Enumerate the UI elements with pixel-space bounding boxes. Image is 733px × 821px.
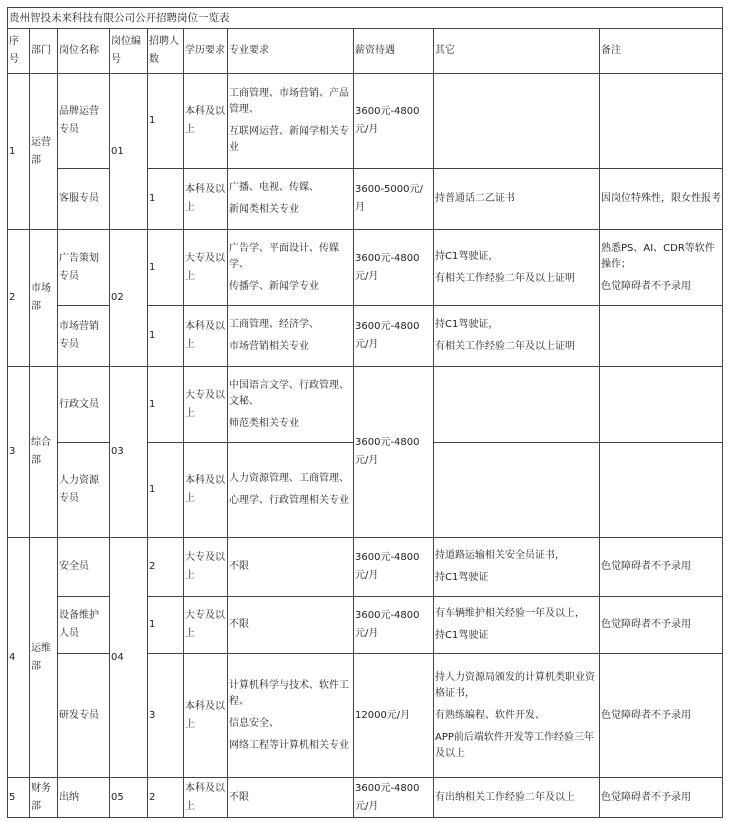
other-requirement xyxy=(434,597,600,654)
other-line: 持C1驾驶证 xyxy=(435,572,489,583)
headcount: 1 xyxy=(148,597,184,654)
position-code: 05 xyxy=(110,778,148,818)
other-requirement xyxy=(434,367,600,443)
note xyxy=(600,367,723,443)
major-line: 人力资源管理、工商管理、 xyxy=(229,473,349,484)
headcount: 1 xyxy=(148,74,184,169)
recruitment-table-container xyxy=(7,7,723,818)
major-line: 广告学、平面设计、传媒学、 xyxy=(229,242,339,270)
department: 运维部 xyxy=(30,538,58,778)
major-requirement xyxy=(228,74,354,169)
major-requirement xyxy=(228,306,354,367)
headcount: 1 xyxy=(148,169,184,230)
position-name: 设备维护人员 xyxy=(58,597,110,654)
education: 本科及以上 xyxy=(184,654,228,778)
other-requirement xyxy=(434,538,600,597)
position-code: 03 xyxy=(110,367,148,538)
major-requirement: 不限 xyxy=(228,778,354,818)
major-line: 市场营销相关专业 xyxy=(229,341,309,352)
other-line: 持道路运输相关安全员证书， xyxy=(435,550,565,561)
header-row xyxy=(8,29,723,74)
education: 本科及以上 xyxy=(184,74,228,169)
headcount: 1 xyxy=(148,367,184,443)
header-cell: 专业要求 xyxy=(228,29,354,74)
headcount: 2 xyxy=(148,778,184,818)
group-number: 4 xyxy=(8,538,30,778)
major-line: 师范类相关专业 xyxy=(229,417,299,429)
major-line: 广播、电视、传媒、 xyxy=(229,182,319,193)
other-requirement xyxy=(434,230,600,306)
other-line: 持C1驾驶证 xyxy=(435,630,489,641)
major-line: 新闻类相关专业 xyxy=(229,204,299,215)
table-row xyxy=(8,230,723,306)
position-name: 人力资源专员 xyxy=(58,443,110,538)
other-requirement xyxy=(434,654,600,778)
other-line: 有相关工作经验二年及以上证明 xyxy=(435,341,575,352)
department: 市场部 xyxy=(30,230,58,367)
major-line: 网络工程等计算机相关专业 xyxy=(229,739,349,751)
major-requirement xyxy=(228,367,354,443)
note: 色觉障碍者不予录用 xyxy=(600,538,723,597)
major-line: 互联网运营、新闻学相关专业 xyxy=(229,126,349,153)
group-number: 5 xyxy=(8,778,30,818)
position-code: 02 xyxy=(110,230,148,367)
other-line: 持C1驾驶证， xyxy=(435,250,499,262)
note: 因岗位特殊性，限女性报考 xyxy=(600,169,723,230)
header-cell: 薪资待遇 xyxy=(354,29,434,74)
header-cell: 招聘人数 xyxy=(148,29,184,74)
major-line: 计算机科学与技术、软件工程、 xyxy=(229,679,349,707)
major-line: 心理学、行政管理相关专业 xyxy=(229,495,349,506)
major-line: 传播学、新闻学专业 xyxy=(229,280,319,292)
note xyxy=(600,230,723,306)
department: 运营部 xyxy=(30,74,58,230)
major-line: 工商管理、经济学、 xyxy=(229,319,319,330)
education: 本科及以上 xyxy=(184,443,228,538)
major-requirement: 不限 xyxy=(228,597,354,654)
education: 大专及以上 xyxy=(184,597,228,654)
education: 大专及以上 xyxy=(184,538,228,597)
group-number: 1 xyxy=(8,74,30,230)
education: 本科及以上 xyxy=(184,778,228,818)
headcount: 2 xyxy=(148,538,184,597)
recruitment-table xyxy=(7,7,723,818)
major-requirement xyxy=(228,443,354,538)
header-cell: 岗位名称 xyxy=(58,29,110,74)
position-name: 研发专员 xyxy=(58,654,110,778)
salary: 3600元-4800元/月 xyxy=(354,538,434,597)
other-line: 有相关工作经验二年及以上证明 xyxy=(435,272,575,284)
headcount: 1 xyxy=(148,306,184,367)
position-name: 安全员 xyxy=(58,538,110,597)
other-requirement xyxy=(434,306,600,367)
major-requirement xyxy=(228,230,354,306)
table-row xyxy=(8,367,723,443)
note-line: 熟悉PS、AI、CDR等软件操作； xyxy=(601,242,715,270)
table-title: 贵州智投未来科技有限公司公开招聘岗位一览表 xyxy=(8,8,723,29)
major-line: 工商管理、市场营销、产品管理、 xyxy=(229,88,349,115)
major-requirement xyxy=(228,169,354,230)
position-name: 客服专员 xyxy=(58,169,110,230)
header-cell: 学历要求 xyxy=(184,29,228,74)
position-code: 04 xyxy=(110,538,148,778)
salary: 3600元-4800元/月 xyxy=(354,597,434,654)
note: 色觉障碍者不予录用 xyxy=(600,597,723,654)
other-line: APP前后端软件开发等工作经验三年及以上 xyxy=(435,731,594,759)
other-line: 持人力资源局颁发的计算机类职业资格证书， xyxy=(435,671,595,699)
header-cell: 部门 xyxy=(30,29,58,74)
major-line: 中国语言文学、行政管理、文秘、 xyxy=(229,379,349,407)
headcount: 1 xyxy=(148,230,184,306)
note xyxy=(600,443,723,538)
other-requirement: 有出纳相关工作经验二年及以上 xyxy=(434,778,600,818)
education: 本科及以上 xyxy=(184,169,228,230)
position-name: 品牌运营专员 xyxy=(58,74,110,169)
header-cell: 备注 xyxy=(600,29,723,74)
note xyxy=(600,74,723,169)
salary: 3600元-4800元/月 xyxy=(354,778,434,818)
other-line: 有熟练编程、软件开发、 xyxy=(435,709,545,721)
major-requirement: 不限 xyxy=(228,538,354,597)
other-requirement: 持普通话二乙证书 xyxy=(434,169,600,230)
salary: 12000元/月 xyxy=(354,654,434,778)
major-requirement xyxy=(228,654,354,778)
other-requirement xyxy=(434,74,600,169)
note xyxy=(600,306,723,367)
note-line: 色觉障碍者不予录用 xyxy=(601,280,691,292)
note: 色觉障碍者不予录用 xyxy=(600,654,723,778)
position-name: 市场营销专员 xyxy=(58,306,110,367)
header-cell: 岗位编号 xyxy=(110,29,148,74)
position-code: 01 xyxy=(110,74,148,230)
group-number: 2 xyxy=(8,230,30,367)
education: 本科及以上 xyxy=(184,306,228,367)
headcount: 3 xyxy=(148,654,184,778)
education: 大专及以上 xyxy=(184,230,228,306)
salary: 3600元-4800元/月 xyxy=(354,74,434,169)
major-line: 信息安全、 xyxy=(229,717,279,729)
group-number: 3 xyxy=(8,367,30,538)
department: 综合部 xyxy=(30,367,58,538)
table-row xyxy=(8,538,723,597)
header-cell: 序号 xyxy=(8,29,30,74)
position-name: 广告策划专员 xyxy=(58,230,110,306)
position-name: 行政文员 xyxy=(58,367,110,443)
other-requirement xyxy=(434,443,600,538)
header-cell: 其它 xyxy=(434,29,600,74)
salary: 3600元-4800元/月 xyxy=(354,230,434,306)
salary: 3600元-4800元/月 xyxy=(354,367,434,538)
salary: 3600-5000元/月 xyxy=(354,169,434,230)
salary: 3600元-4800元/月 xyxy=(354,306,434,367)
position-name: 出纳 xyxy=(58,778,110,818)
note: 色觉障碍者不予录用 xyxy=(600,778,723,818)
table-row xyxy=(8,778,723,818)
department: 财务部 xyxy=(30,778,58,818)
other-line: 持C1驾驶证， xyxy=(435,319,499,330)
table-row xyxy=(8,74,723,169)
headcount: 1 xyxy=(148,443,184,538)
other-line: 有车辆维护相关经验一年及以上， xyxy=(435,608,585,619)
education: 大专及以上 xyxy=(184,367,228,443)
